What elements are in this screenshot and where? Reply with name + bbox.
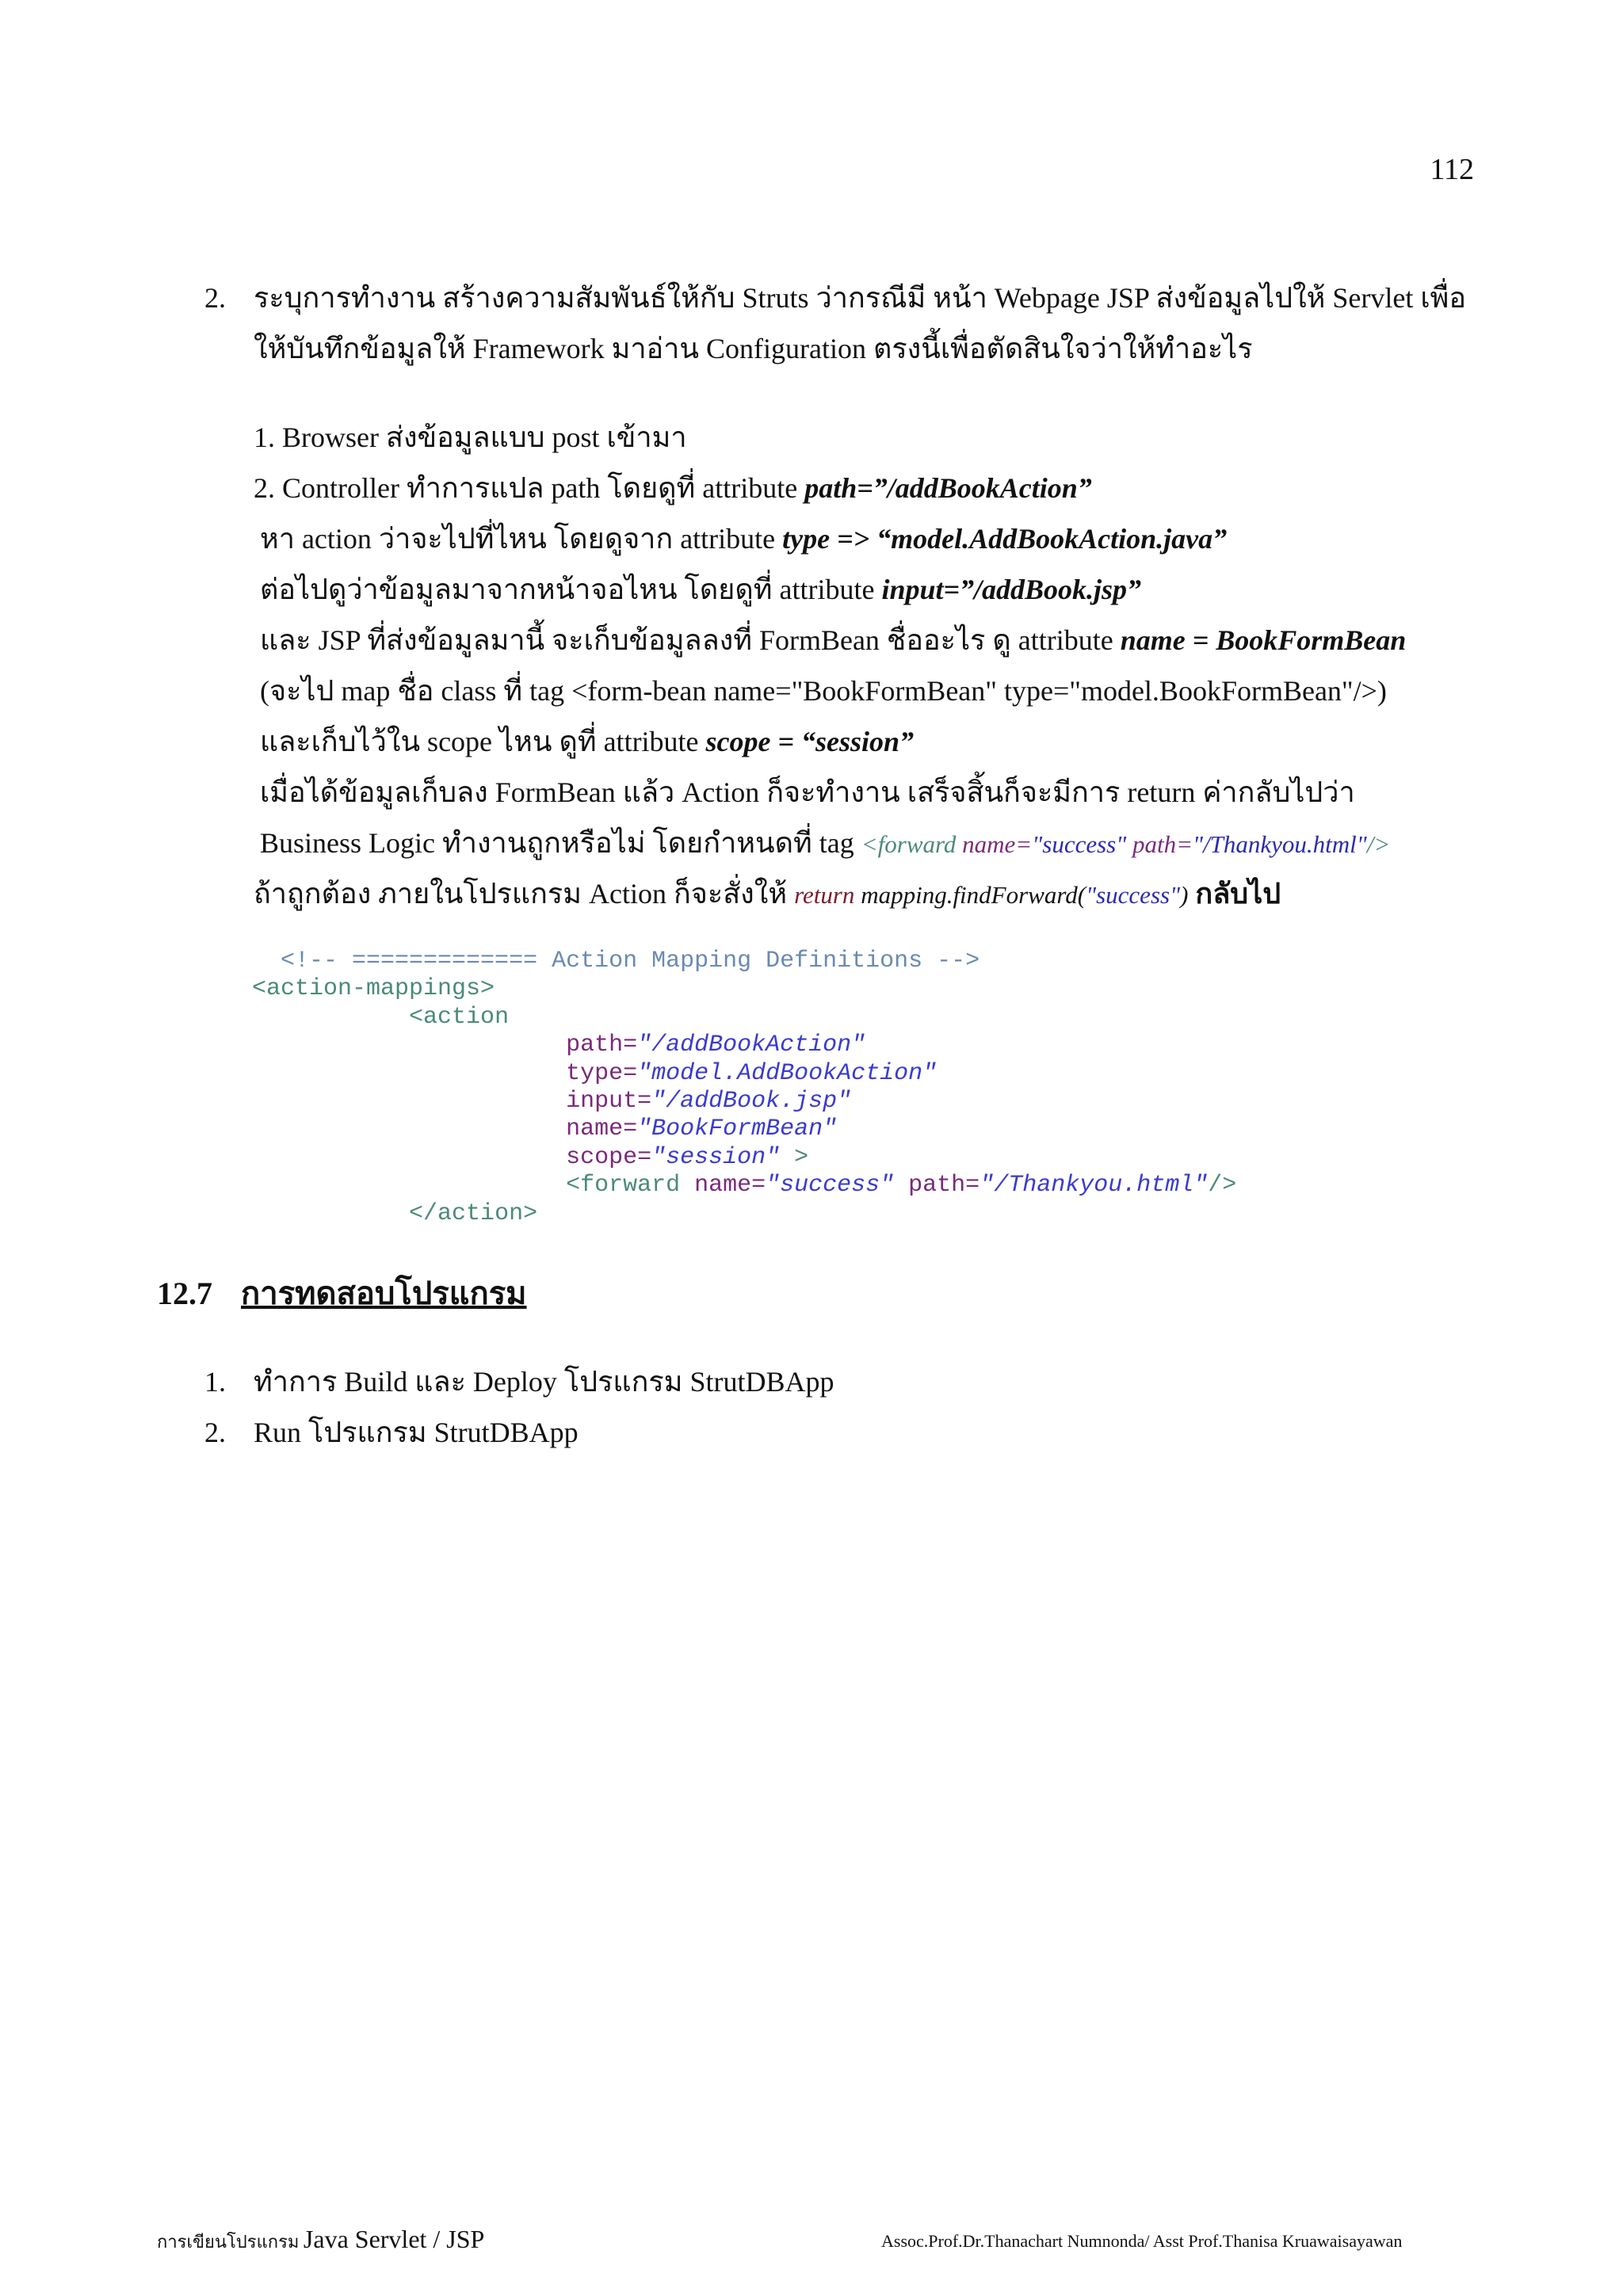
section-heading [157, 1268, 527, 1318]
footer-left [157, 2225, 484, 2256]
flow-line-1: 1. Browser ส่งข้อมูลแบบ post เข้ามา [254, 421, 687, 453]
inline-path-value: "/Thankyou.html" [1193, 830, 1367, 858]
flow-line-4-input: input=”/addBook.jsp” [881, 574, 1142, 605]
inline-forward-tag-open: <forward [861, 830, 963, 858]
flow-line-3 [260, 513, 1227, 564]
test-step-2-text: Run โปรแกรม StrutDBApp [254, 1417, 579, 1448]
flow-line-2-path: path=”/addBookAction” [804, 472, 1092, 504]
inline-forward-tag-close: /> [1366, 830, 1391, 858]
inline-name-value: "success" [1032, 830, 1132, 858]
inline-path-attr: path= [1132, 830, 1193, 858]
footer-authors: Assoc.Prof.Dr.Thanachart Numnonda/ Asst Prof.Thanisa Kruawaisayawan [881, 2231, 1403, 2251]
step2-line1: ระบุการทำงาน สร้างความสัมพันธ์ให้กับ Struts ว่ากรณีมี หน้า Webpage JSP ส่งข้อมูลไปให้ Servlet เพื่อ [254, 282, 1467, 314]
code-type-attr: type="model.AddBookAction" [566, 1059, 938, 1087]
inline-success-value: "success" [1086, 881, 1181, 909]
code-path-attr: path="/addBookAction" [566, 1032, 866, 1059]
flow-line-3-text: หา action ว่าจะไปที่ไหน โดยดูจาก attribute [260, 523, 783, 555]
code-input-attr: input="/addBook.jsp" [566, 1088, 852, 1116]
test-step-1-number: 1. [204, 1366, 226, 1398]
flow-line-10 [254, 868, 1281, 921]
flow-line-3-type: type => “model.AddBookAction.java” [782, 523, 1228, 555]
inline-name-attr: name= [962, 830, 1033, 858]
flow-line-2-text: 2. Controller ทำการแปล path โดยดูที่ attribute [254, 472, 805, 504]
code-forward-tag: <forward name="success" path="/Thankyou.html"/> [566, 1172, 1237, 1199]
flow-line-7-text: และเก็บไว้ใน scope ไหน ดูที่ attribute [260, 726, 706, 757]
flow-line-9 [260, 818, 1390, 870]
footer-course-title: Java Servlet / JSP [303, 2225, 485, 2253]
inline-call-close: ) [1180, 881, 1189, 909]
code-scope-attr: scope="session" > [566, 1143, 809, 1171]
page-number: 112 [1430, 153, 1474, 186]
inline-return-keyword: return [794, 881, 861, 909]
flow-line-5-name: name = BookFormBean [1120, 624, 1407, 656]
flow-line-5 [260, 615, 1406, 666]
step2-number: 2. [204, 282, 226, 314]
test-step-1-text: ทำการ Build และ Deploy โปรแกรม StrutDBApp [254, 1366, 834, 1398]
flow-line-4 [260, 564, 1141, 615]
struts-config-code-block [252, 948, 1236, 1228]
flow-line-7-scope: scope = “session” [705, 726, 915, 757]
inline-find-forward-call: mapping.findForward( [861, 881, 1086, 909]
code-action-open: <action [409, 1003, 510, 1031]
flow-line-7 [260, 716, 914, 767]
flow-line-2 [254, 463, 1092, 513]
flow-line-4-text: ต่อไปดูว่าข้อมูลมาจากหน้าจอไหน โดยดูที่ attribute [260, 574, 882, 605]
flow-line-10-text: ถ้าถูกต้อง ภายในโปรแกรม Action ก็จะสั่งให้ [254, 878, 795, 910]
flow-line-6: (จะไป map ชื่อ class ที่ tag <form-bean name="BookFormBean" type="model.BookFormBean"/>) [260, 675, 1387, 707]
code-name-attr: name="BookFormBean" [566, 1116, 838, 1143]
flow-line-5-text: และ JSP ที่ส่งข้อมูลมานี้ จะเก็บข้อมูลลงที่ FormBean ชื่ออะไร ดู attribute [260, 624, 1121, 656]
section-title: การทดสอบโปรแกรม [241, 1276, 527, 1311]
test-step-2-number: 2. [204, 1417, 226, 1448]
section-number: 12.7 [157, 1276, 212, 1311]
step2-line2: ให้บันทึกข้อมูลให้ Framework มาอ่าน Configuration ตรงนี้เพื่อตัดสินใจว่าให้ทำอะไร [254, 333, 1253, 364]
flow-line-8: เมื่อได้ข้อมูลเก็บลง FormBean แล้ว Action ก็จะทำงาน เสร็จสิ้นก็จะมีการ return ค่ากลับไปว่า [260, 776, 1355, 808]
footer-course-prefix: การเขียนโปรแกรม [157, 2232, 304, 2252]
code-action-close: </action> [409, 1199, 538, 1227]
flow-line-9-text: Business Logic ทำงานถูกหรือไม่ โดยกำหนดที่ tag [260, 827, 861, 859]
code-action-mappings-open: <action-mappings> [252, 975, 495, 1003]
flow-line-10-bold: กลับไป [1195, 878, 1281, 910]
code-comment: <!-- ============= Action Mapping Definitions --> [281, 948, 980, 974]
